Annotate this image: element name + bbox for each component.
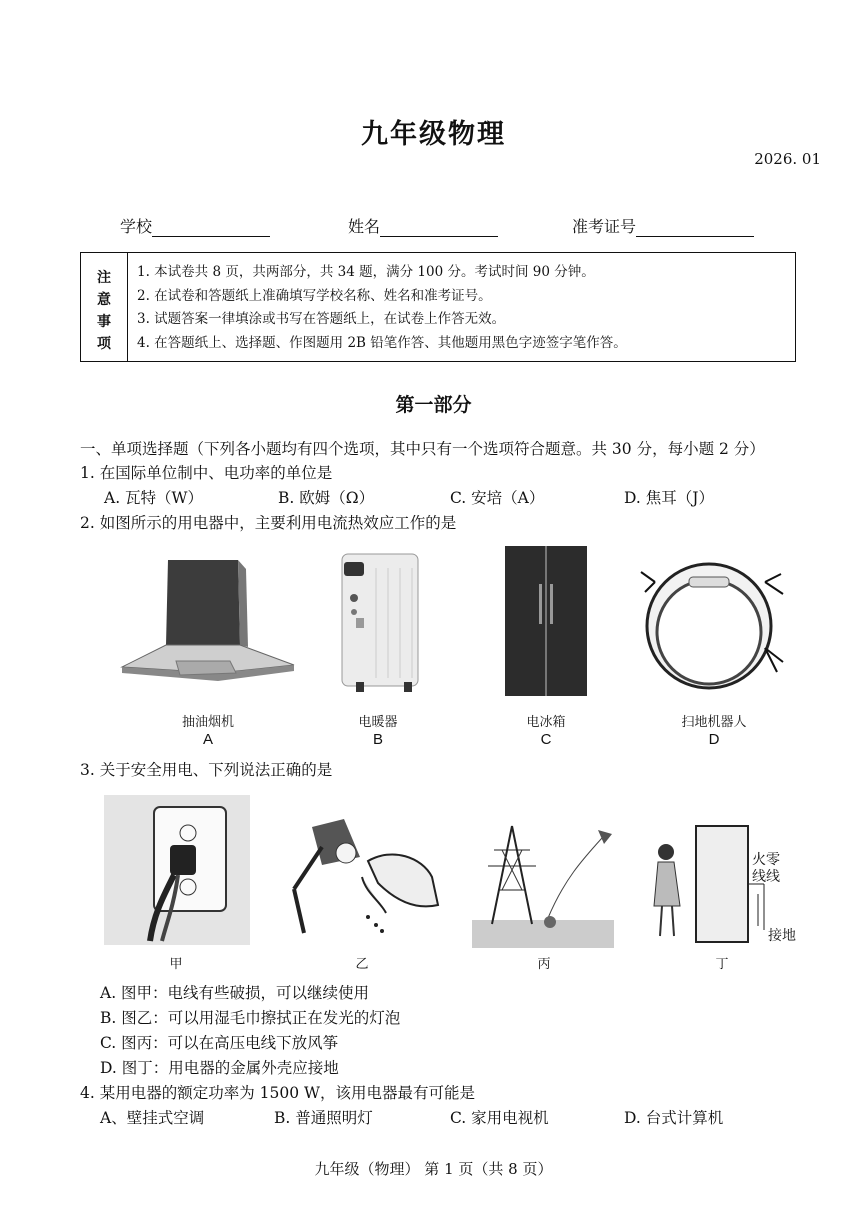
q3-option-d[interactable]: D. 图丁：用电器的金属外壳应接地: [100, 1059, 339, 1077]
notice-item: 1. 本试卷共 8 页，共两部分，共 34 题，满分 100 分。考试时间 90 分钟。: [137, 264, 595, 280]
q4-option-a[interactable]: A、壁挂式空调: [100, 1109, 205, 1127]
q4-stem: 4. 某用电器的额定功率为 1500 W，该用电器最有可能是: [80, 1084, 475, 1102]
q2-caption-c: 电冰箱: [526, 715, 566, 730]
tower-kite-image: [472, 820, 614, 948]
notice-item: 3. 试题答案一律填涂或书写在答题纸上，在试卷上作答无效。: [137, 311, 506, 327]
q3-caption-1: 甲: [169, 957, 183, 972]
q1-option-c[interactable]: C. 安培（A）: [450, 489, 545, 507]
q3-caption-3: 丙: [537, 957, 551, 972]
q2-letter-d[interactable]: D: [708, 731, 720, 748]
q3-caption-2: 乙: [355, 957, 369, 972]
notice-item: 2. 在试卷和答题纸上准确填写学校名称、姓名和准考证号。: [137, 287, 492, 304]
range-hood-image: [118, 555, 296, 690]
q3-option-b[interactable]: B. 图乙：可以用湿毛巾擦拭正在发光的灯泡: [100, 1009, 401, 1027]
exam-id-field[interactable]: [572, 214, 754, 237]
q3-option-c[interactable]: C. 图丙：可以在高压电线下放风筝: [100, 1034, 339, 1052]
q2-letter-a[interactable]: A: [202, 731, 213, 748]
notice-items: [137, 261, 627, 355]
q4-option-c[interactable]: C. 家用电视机: [450, 1109, 549, 1127]
notice-side: [81, 253, 128, 361]
section-heading: 一、单项选择题（下列各小题均有四个选项，其中只有一个选项符合题意。共 30 分，每小题 2 分）: [80, 440, 765, 458]
ground-label: 接地: [768, 928, 796, 944]
name-label: 姓名: [348, 217, 381, 236]
q2-caption-a: 抽油烟机: [181, 715, 234, 730]
q2-caption-b: 电暖器: [358, 715, 398, 730]
name-field[interactable]: [348, 214, 498, 237]
q1-option-b[interactable]: B. 欧姆（Ω）: [278, 489, 375, 507]
notice-side-char: 事: [97, 314, 111, 330]
q2-letter-c[interactable]: C: [540, 731, 552, 748]
q4-option-d[interactable]: D. 台式计算机: [624, 1109, 724, 1127]
exam-id-label: 准考证号: [572, 217, 637, 236]
notice-side-char: 意: [97, 292, 111, 308]
socket-image: [104, 795, 250, 945]
q2-letter-b[interactable]: B: [372, 731, 383, 748]
robot-vacuum-image: [637, 552, 787, 692]
q3-caption-4: 丁: [715, 957, 729, 972]
school-field[interactable]: [120, 214, 270, 237]
part-title: 第一部分: [395, 394, 472, 416]
q2-stem: 2. 如图所示的用电器中，主要利用电流热效应工作的是: [80, 514, 457, 532]
notice-item: 4. 在答题纸上、选择题、作图题用 2B 铅笔作答、其他题用黑色字迹签字笔作答。: [137, 334, 627, 351]
notice-side-char: 注: [97, 270, 111, 286]
q1-option-d[interactable]: D. 焦耳（J）: [624, 489, 714, 507]
q3-option-a[interactable]: A. 图甲：电线有些破损，可以继续使用: [100, 984, 370, 1002]
q1-option-a[interactable]: A. 瓦特（W）: [104, 489, 203, 507]
notice-side-char: 项: [97, 336, 111, 352]
name-blank[interactable]: [380, 218, 498, 237]
notice-box: [80, 252, 796, 362]
wire-label: [752, 852, 780, 886]
q3-stem: 3. 关于安全用电、下列说法正确的是: [80, 761, 333, 779]
wire-label-line-1: 火零: [752, 852, 780, 868]
fridge-image: [501, 544, 591, 700]
page-footer: 九年级（物理） 第 1 页（共 8 页）: [314, 1160, 553, 1178]
q2-caption-d: 扫地机器人: [681, 715, 747, 730]
exam-date: 2026. 01: [754, 150, 821, 168]
lamp-towel-image: [282, 817, 448, 945]
q1-stem: 1. 在国际单位制中、电功率的单位是: [80, 464, 333, 482]
heater-image: [336, 548, 426, 694]
exam-id-blank[interactable]: [636, 218, 754, 237]
q4-option-b[interactable]: B. 普通照明灯: [274, 1109, 373, 1127]
page-title: 九年级物理: [361, 119, 506, 150]
wire-label-line-2: 线线: [752, 869, 780, 885]
school-blank[interactable]: [152, 218, 270, 237]
school-label: 学校: [120, 217, 153, 236]
